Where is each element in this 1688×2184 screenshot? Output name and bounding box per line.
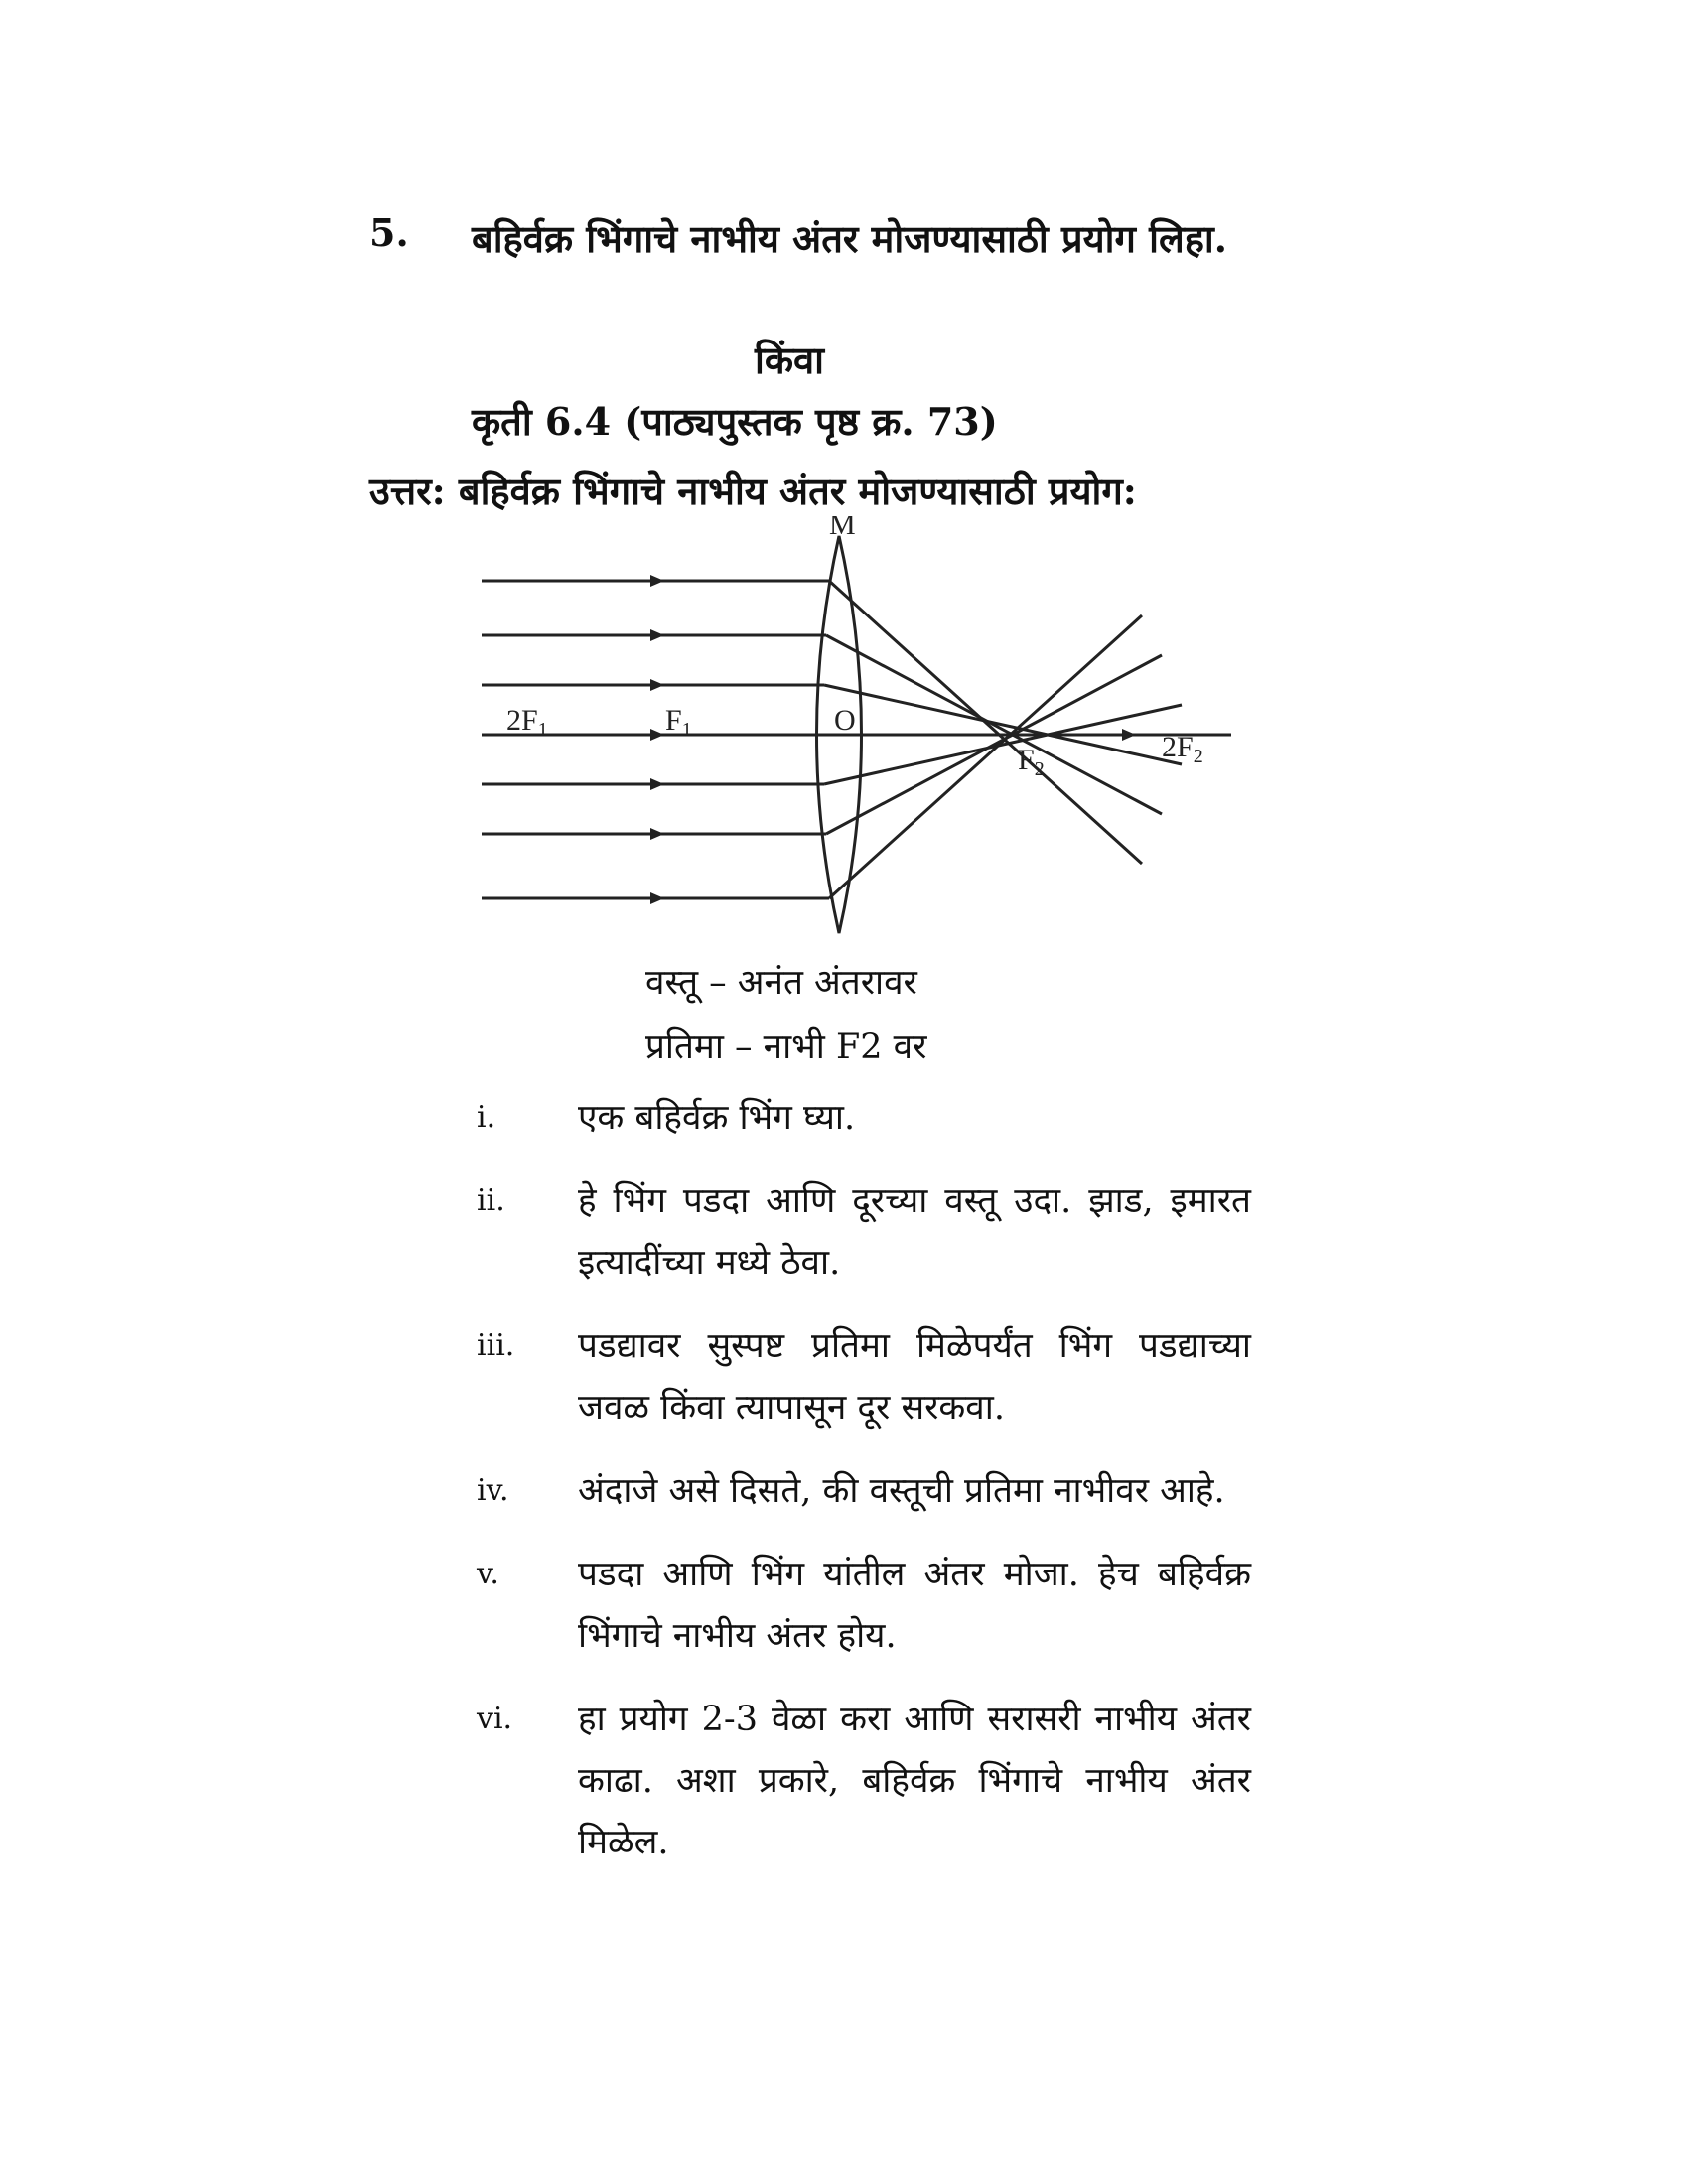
step-text: एक बहिर्वक्र भिंग घ्या.	[578, 1098, 856, 1138]
label-f1: $F_1$	[665, 704, 692, 741]
label-f2: $F_2$	[1018, 744, 1045, 780]
label-2f2: $2F_2$	[1162, 731, 1203, 767]
list-item	[467, 1170, 1251, 1294]
label-o: O	[834, 704, 856, 737]
step-text: पडदा आणि भिंग यांतील अंतर मोजा. हेच बहिर्वक्र भिंगाचे नाभीय अंतर होय.	[578, 1555, 1251, 1656]
or-separator: किंवा	[755, 338, 824, 382]
step-number: i.	[477, 1100, 496, 1135]
step-text: हे भिंग पडदा आणि दूरच्या वस्तू उदा. झाड, इमारत इत्यादींच्या मध्ये ठेवा.	[578, 1181, 1251, 1283]
list-item	[467, 1544, 1251, 1667]
arrowhead	[650, 575, 664, 587]
steps-list	[467, 1087, 1251, 1895]
refracted-ray	[829, 615, 1142, 898]
refracted-ray	[826, 635, 1162, 814]
list-item	[467, 1460, 1251, 1522]
arrowhead	[1122, 729, 1136, 741]
activity-reference: कृती 6.4 (पाठ्यपुस्तक पृष्ठ क्र. 73)	[472, 399, 998, 444]
answer-heading: उत्तर: बहिर्वक्र भिंगाचे नाभीय अंतर मोजण्यासाठी प्रयोग:	[369, 469, 1137, 513]
arrowhead	[650, 629, 664, 641]
arrowhead	[650, 828, 664, 840]
refracted-ray	[826, 655, 1162, 834]
step-number: iii.	[477, 1328, 515, 1363]
step-number: vi.	[477, 1702, 513, 1736]
arrowhead	[650, 892, 664, 904]
refracted-ray	[824, 685, 1182, 764]
step-text: पडद्यावर सुस्पष्ट प्रतिमा मिळेपर्यंत भिंग पडद्याच्या जवळ किंवा त्यापासून दूर सरकवा.	[578, 1326, 1251, 1428]
step-number: iv.	[477, 1473, 509, 1508]
label-m: M	[829, 516, 856, 541]
label-2f1: $2F_1$	[506, 704, 548, 741]
list-item	[467, 1315, 1251, 1438]
arrowhead	[650, 679, 664, 691]
step-text: अंदाजे असे दिसते, की वस्तूची प्रतिमा नाभीवर आहे.	[578, 1471, 1225, 1511]
step-number: v.	[477, 1557, 499, 1591]
caption-image: प्रतिमा – नाभी F2 वर	[645, 1027, 927, 1067]
convex-lens-ray-diagram	[467, 516, 1241, 953]
list-item	[467, 1689, 1251, 1873]
question-text: बहिर्वक्र भिंगाचे नाभीय अंतर मोजण्यासाठी प्रयोग लिहा.	[472, 216, 1227, 261]
arrowhead	[650, 729, 664, 741]
step-text: हा प्रयोग 2-3 वेळा करा आणि सरासरी नाभीय अंतर काढा. अशा प्रकारे, बहिर्वक्र भिंगाचे नाभीय अंतर मिळेल.	[578, 1700, 1251, 1862]
caption-object: वस्तू – अनंत अंतरावर	[645, 963, 917, 1003]
list-item	[467, 1087, 1251, 1149]
arrowhead	[650, 778, 664, 790]
question-number: 5.	[369, 210, 409, 255]
refracted-ray	[824, 705, 1182, 784]
step-number: ii.	[477, 1183, 505, 1218]
